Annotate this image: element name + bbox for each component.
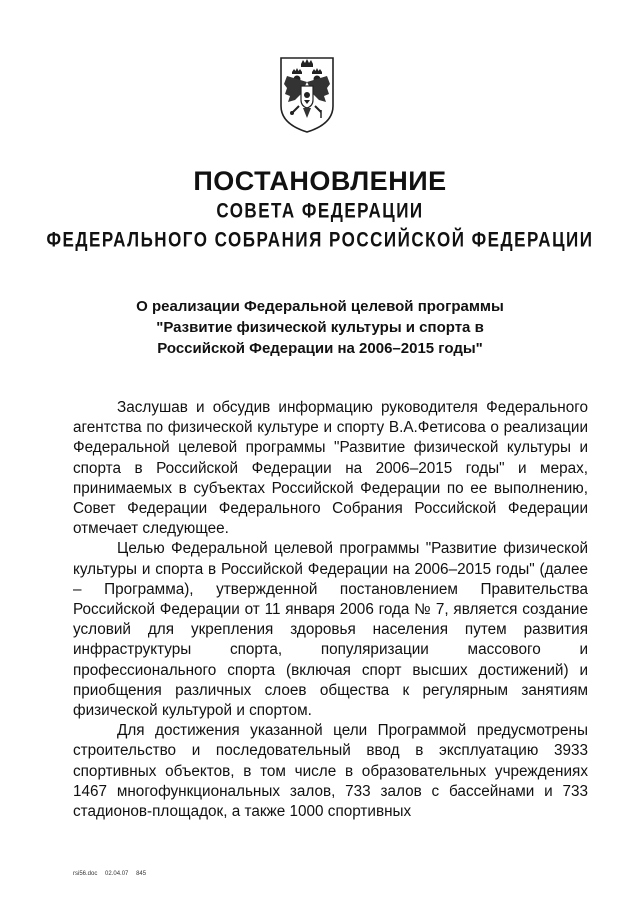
coat-of-arms-emblem: [275, 54, 339, 134]
footer-date: 02.04.07: [105, 871, 129, 877]
title-line-2: "Развитие физической культуры и спорта в: [156, 319, 484, 336]
title-line-3: Российской Федерации на 2006–2015 годы": [157, 340, 483, 357]
title-line-1: О реализации Федеральной целевой программы: [136, 298, 504, 315]
document-type-heading: ПОСТАНОВЛЕНИЕ: [193, 166, 447, 196]
issuer-line-2: ФЕДЕРАЛЬНОГО СОБРАНИЯ РОССИЙСКОЙ ФЕДЕРАЦИИ: [46, 227, 594, 252]
body-paragraph-1: Заслушав и обсудив информацию руководителя Федерального агентства по физической культуре и спорту В.А.Фетисова о реализации Федеральной целевой программы "Развитие физической культуры и спорта в Российской Федерации на 2006–2015 годы" и мерах, принимаемых в субъектах Российской Федерации по ее выполнению, Совет Федерации Федерального Собрания Российской Федерации отмечает следующее.: [73, 399, 588, 538]
issuer-line-1: СОВЕТА ФЕДЕРАЦИИ: [216, 198, 424, 223]
resolution-title: [100, 296, 540, 359]
footer-filename: rsi56.doc: [73, 871, 98, 877]
footer-code: 845: [136, 871, 147, 877]
body-paragraph-3: Для достижения указанной цели Программой предусмотрены строительство и последовательный ввод в эксплуатацию 3933 спортивных объектов, в том числе в образовательных учреждениях 1467 многофункциональных залов, 733 залов с бассейнами и 733 стадионов-площадок, а также 1000 спортивных: [73, 722, 588, 821]
body-paragraph-2: Целью Федеральной целевой программы "Развитие физической культуры и спорта в Российской Федерации на 2006–2015 годы" (далее – Программа), утвержденной постановлением Правительства Российской Федерации от 11 января 2006 года № 7, является создание условий для укрепления здоровья населения путем развития инфраструктуры спорта, популяризации массового и профессионального спорта (включая спорт высших достижений) и приобщения различных слоев общества к регулярным занятиям физической культурой и спортом.: [73, 540, 588, 720]
file-footer: [73, 871, 152, 877]
double-headed-eagle-icon: [275, 54, 339, 134]
document-body: [73, 398, 588, 822]
